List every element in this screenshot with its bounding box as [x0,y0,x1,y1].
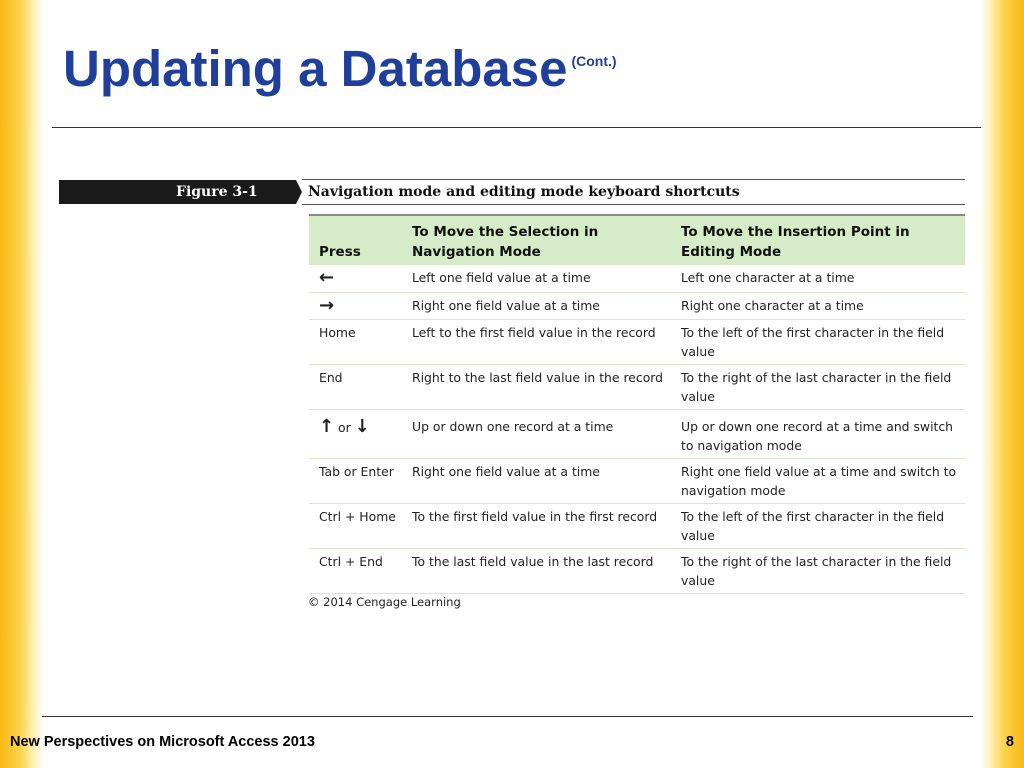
editing-cell: Left one character at a time [671,265,965,293]
table-row [309,549,965,594]
press-cell: Ctrl + Home [309,504,402,549]
press-cell [309,265,402,293]
figure-copyright: © 2014 Cengage Learning [308,595,461,609]
navigation-cell: Right one field value at a time [402,292,671,320]
or-label: or [338,420,351,435]
slide-title [63,38,617,112]
header-editing-mode: To Move the Insertion Point in Editing Mode [671,215,965,265]
down-arrow-icon: ↓ [354,416,370,437]
right-gold-border [980,0,1024,768]
press-cell: Ctrl + End [309,549,402,594]
slide-title-suffix: (Cont.) [571,53,617,69]
editing-cell: To the left of the first character in the field value [671,504,965,549]
table-row [309,320,965,365]
table-row [309,292,965,320]
figure-bottom-rule [302,204,965,205]
editing-cell: Right one character at a time [671,292,965,320]
footer-text: New Perspectives on Microsoft Access 2013 [10,734,315,750]
navigation-cell: To the last field value in the last record [402,549,671,594]
title-divider [52,127,981,128]
up-arrow-icon: ↑ [319,416,335,437]
figure-label: Figure 3-1 [176,184,258,200]
press-cell: End [309,365,402,410]
editing-cell: To the right of the last character in the field value [671,549,965,594]
navigation-cell: Right to the last field value in the record [402,365,671,410]
table-row [309,265,965,293]
navigation-cell: Up or down one record at a time [402,410,671,459]
editing-cell: To the left of the first character in the field value [671,320,965,365]
editing-cell: Right one field value at a time and switch to navigation mode [671,459,965,504]
press-cell: Tab or Enter [309,459,402,504]
figure-title: Navigation mode and editing mode keyboard shortcuts [308,184,740,200]
table-row [309,365,965,410]
footer-divider [42,716,973,717]
navigation-cell: Right one field value at a time [402,459,671,504]
header-navigation-mode: To Move the Selection in Navigation Mode [402,215,671,265]
right-arrow-icon: → [319,294,335,316]
table-row [309,459,965,504]
slide-title-text: Updating a Database [63,40,568,97]
editing-cell: To the right of the last character in the field value [671,365,965,410]
navigation-cell: To the first field value in the first record [402,504,671,549]
left-arrow-icon: ← [319,267,335,288]
header-press: Press [309,215,402,265]
navigation-cell: Left to the first field value in the record [402,320,671,365]
table-row [309,410,965,459]
figure-label-arrow [296,180,302,204]
editing-cell: Up or down one record at a time and switch to navigation mode [671,410,965,459]
press-cell [309,292,402,320]
table-row [309,504,965,549]
press-cell [309,410,402,459]
shortcuts-table [309,214,965,594]
left-gold-border [0,0,44,768]
press-cell: Home [309,320,402,365]
table-header-row [309,215,965,265]
page-number: 8 [1005,734,1014,750]
navigation-cell: Left one field value at a time [402,265,671,293]
